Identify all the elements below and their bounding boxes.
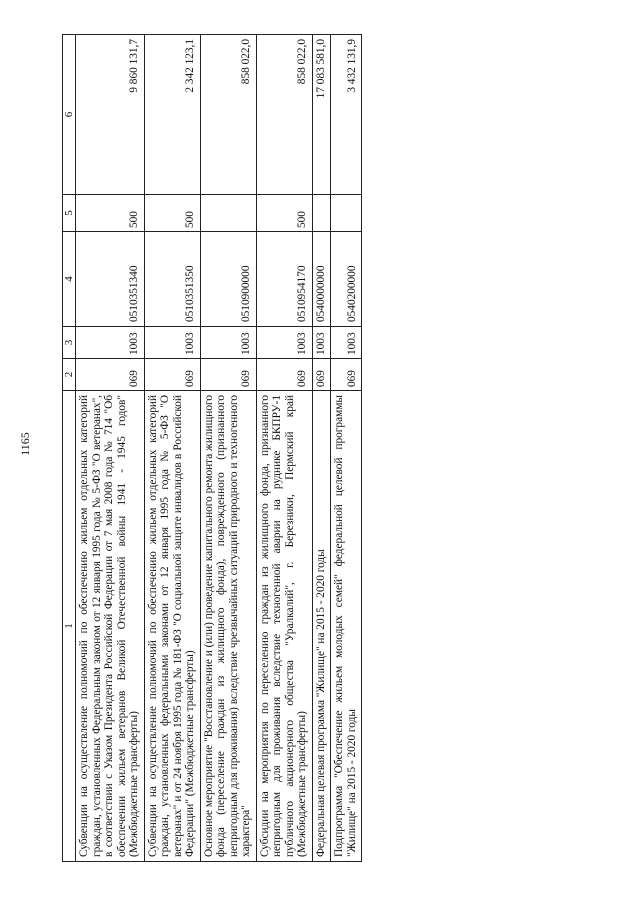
- target-article: 0540000000: [312, 232, 331, 327]
- section-code: 1003: [312, 327, 331, 359]
- target-article: 0510900000: [200, 232, 256, 327]
- section-code: 1003: [144, 327, 200, 359]
- admin-code: 069: [331, 359, 362, 391]
- column-header: 1: [63, 391, 76, 862]
- item-name: Субсидии на мероприятия по переселению граждан из жилищного фонда, признанного непригодным для проживания вследствие техногенной аварии на руднике БКПРУ-1 публичного акционерного общества "Уралкалий", г. Березники, Пермский край (Межбюджетные трансферты): [256, 391, 312, 862]
- item-name: Федеральная целевая программа "Жилище" на 2015 - 2020 годы: [312, 391, 331, 862]
- section-code: 1003: [76, 327, 145, 359]
- section-code: 1003: [331, 327, 362, 359]
- admin-code: 069: [312, 359, 331, 391]
- column-header: 5: [63, 195, 76, 232]
- expense-type: 500: [76, 195, 145, 232]
- table-row: [76, 35, 145, 862]
- target-article: 0510351340: [76, 232, 145, 327]
- expense-type: 500: [144, 195, 200, 232]
- target-article: 0510954170: [256, 232, 312, 327]
- amount: 858 022,0: [200, 35, 256, 195]
- column-header: 6: [63, 35, 76, 195]
- expense-type: 500: [256, 195, 312, 232]
- expense-type: [200, 195, 256, 232]
- column-header: 4: [63, 232, 76, 327]
- section-code: 1003: [256, 327, 312, 359]
- table-row: [200, 35, 256, 862]
- admin-code: 069: [76, 359, 145, 391]
- table-row: [144, 35, 200, 862]
- expense-type: [312, 195, 331, 232]
- admin-code: 069: [144, 359, 200, 391]
- item-name: Субвенции на осуществление полномочий по обеспечению жильем отдельных категорий граждан, установленных федеральными законами от 12 января 1995 года № 5-ФЗ "О ветеранах" и от 24 ноября 1995 года № 181-ФЗ "О социальной защите инвалидов в Российской Федерации" (Межбюджетные трансферты): [144, 391, 200, 862]
- item-name: Субвенции на осуществление полномочий по обеспечению жильем отдельных категорий граждан, установленных Федеральным законом от 12 января 1995 года № 5-ФЗ "О ветеранах", в соответствии с Указом Президента Российской Федерации от 7 мая 2008 года № 714 "Об обеспечении жильем ветеранов Великой Отечественной войны 1941 - 1945 годов" (Межбюджетные трансферты): [76, 391, 145, 862]
- expense-type: [331, 195, 362, 232]
- column-header: 2: [63, 359, 76, 391]
- target-article: 0540200000: [331, 232, 362, 327]
- amount: 3 432 131,9: [331, 35, 362, 195]
- table-row: [331, 35, 362, 862]
- target-article: 0510351350: [144, 232, 200, 327]
- item-name: Основное мероприятие "Восстановление и (или) проведение капитального ремонта жилищного фонда (переселение граждан из жилищного фонда), поврежденного (признанного непригодным для проживания) вследствие чрезвычайных ситуаций природного и техногенного характера": [200, 391, 256, 862]
- item-name: Подпрограмма "Обеспечение жильем молодых семей" федеральной целевой программы "Жилище" на 2015 - 2020 годы: [331, 391, 362, 862]
- section-code: 1003: [200, 327, 256, 359]
- table-row: [256, 35, 312, 862]
- admin-code: 069: [256, 359, 312, 391]
- table-header-row: [63, 35, 76, 862]
- amount: 9 860 131,7: [76, 35, 145, 195]
- budget-table: [62, 34, 362, 862]
- table-row: [312, 35, 331, 862]
- page-number: 1165: [18, 432, 32, 456]
- amount: 858 022,0: [256, 35, 312, 195]
- column-header: 3: [63, 327, 76, 359]
- amount: 17 083 581,0: [312, 35, 331, 195]
- admin-code: 069: [200, 359, 256, 391]
- amount: 2 342 123,1: [144, 35, 200, 195]
